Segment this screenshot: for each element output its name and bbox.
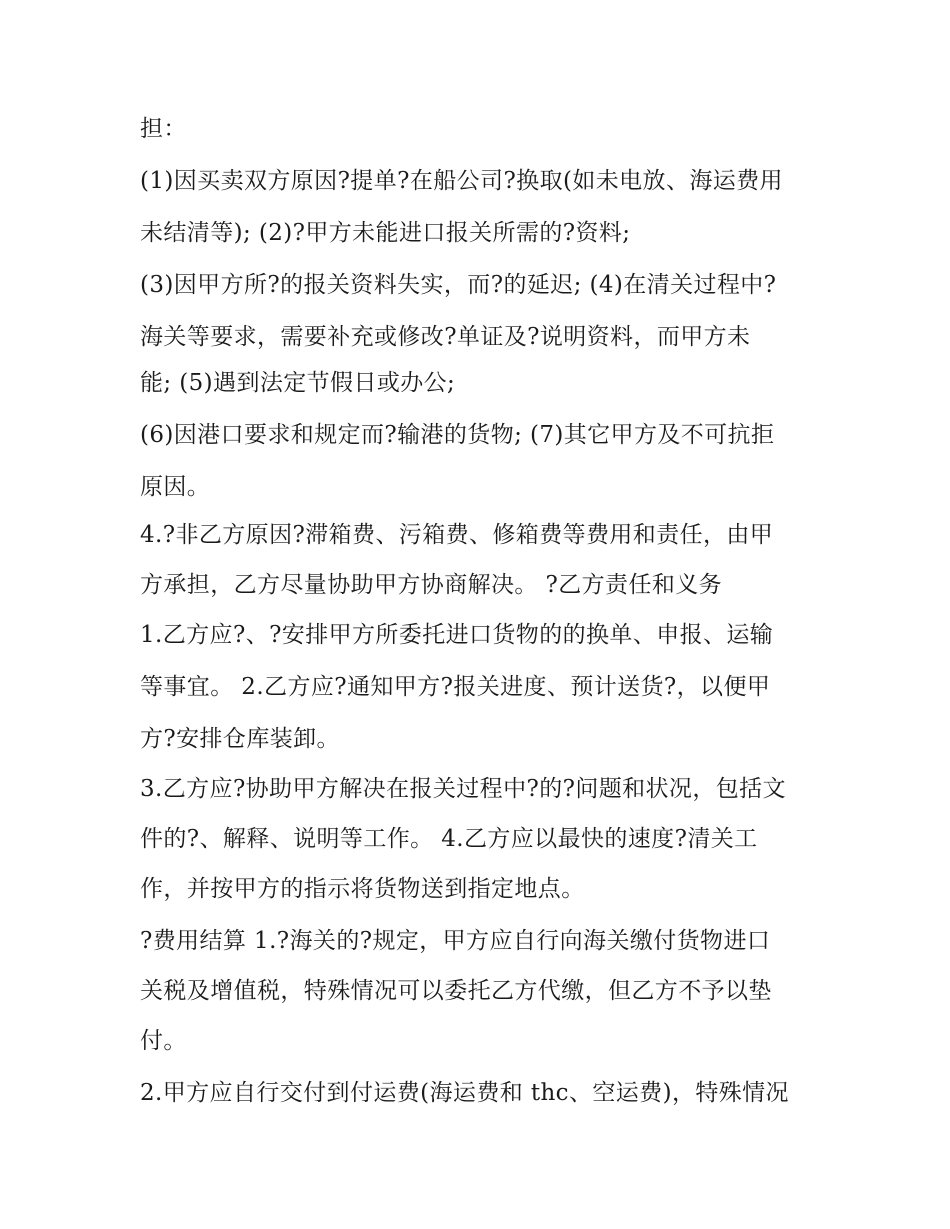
text-line: 等事宜。 2.乙方应?通知甲方?报关进度、预计送货?，以便甲 bbox=[140, 674, 771, 700]
text-line: 作，并按甲方的指示将货物送到指定地点。 bbox=[140, 876, 585, 902]
text-line: 未结清等); (2)?甲方未能进口报关所需的?资料; bbox=[140, 220, 631, 246]
text-line: 1.乙方应?、?安排甲方所委托进口货物的的换单、申报、运输 bbox=[140, 622, 774, 648]
text-line: 能; (5)遇到法定节假日或办公; bbox=[140, 370, 456, 396]
text-line: 2.甲方应自行交付到付运费(海运费和 thc、空运费)，特殊情况 bbox=[140, 1080, 789, 1106]
text-line: 原因。 bbox=[140, 474, 211, 500]
text-line: 方承担，乙方尽量协助甲方协商解决。 ?乙方责任和义务 bbox=[140, 572, 723, 598]
text-line: (6)因港口要求和规定而?输港的货物; (7)其它甲方及不可抗拒 bbox=[140, 422, 775, 448]
text-line: ?费用结算 1.?海关的?规定，甲方应自行向海关缴付货物进口 bbox=[140, 928, 771, 954]
text-line: (1)因买卖双方原因?提单?在船公司?换取(如未电放、海运费用 bbox=[140, 168, 783, 194]
text-line: 4.?非乙方原因?滞箱费、污箱费、修箱费等费用和责任，由甲 bbox=[140, 522, 774, 548]
text-line: 方?安排仓库装卸。 bbox=[140, 726, 340, 752]
text-line: 件的?、解释、说明等工作。 4.乙方应以最快的速度?清关工 bbox=[140, 826, 758, 852]
text-line: 担： bbox=[140, 116, 187, 142]
text-line: 3.乙方应?协助甲方解决在报关过程中?的?问题和状况，包括文 bbox=[140, 776, 786, 802]
text-line: 关税及增值税，特殊情况可以委托乙方代缴，但乙方不予以垫 bbox=[140, 978, 772, 1004]
text-line: 海关等要求，需要补充或修改?单证及?说明资料，而甲方未 bbox=[140, 324, 751, 350]
text-line: 付。 bbox=[140, 1028, 187, 1054]
text-line: (3)因甲方所?的报关资料失实，而?的延迟; (4)在清关过程中? bbox=[140, 272, 777, 298]
